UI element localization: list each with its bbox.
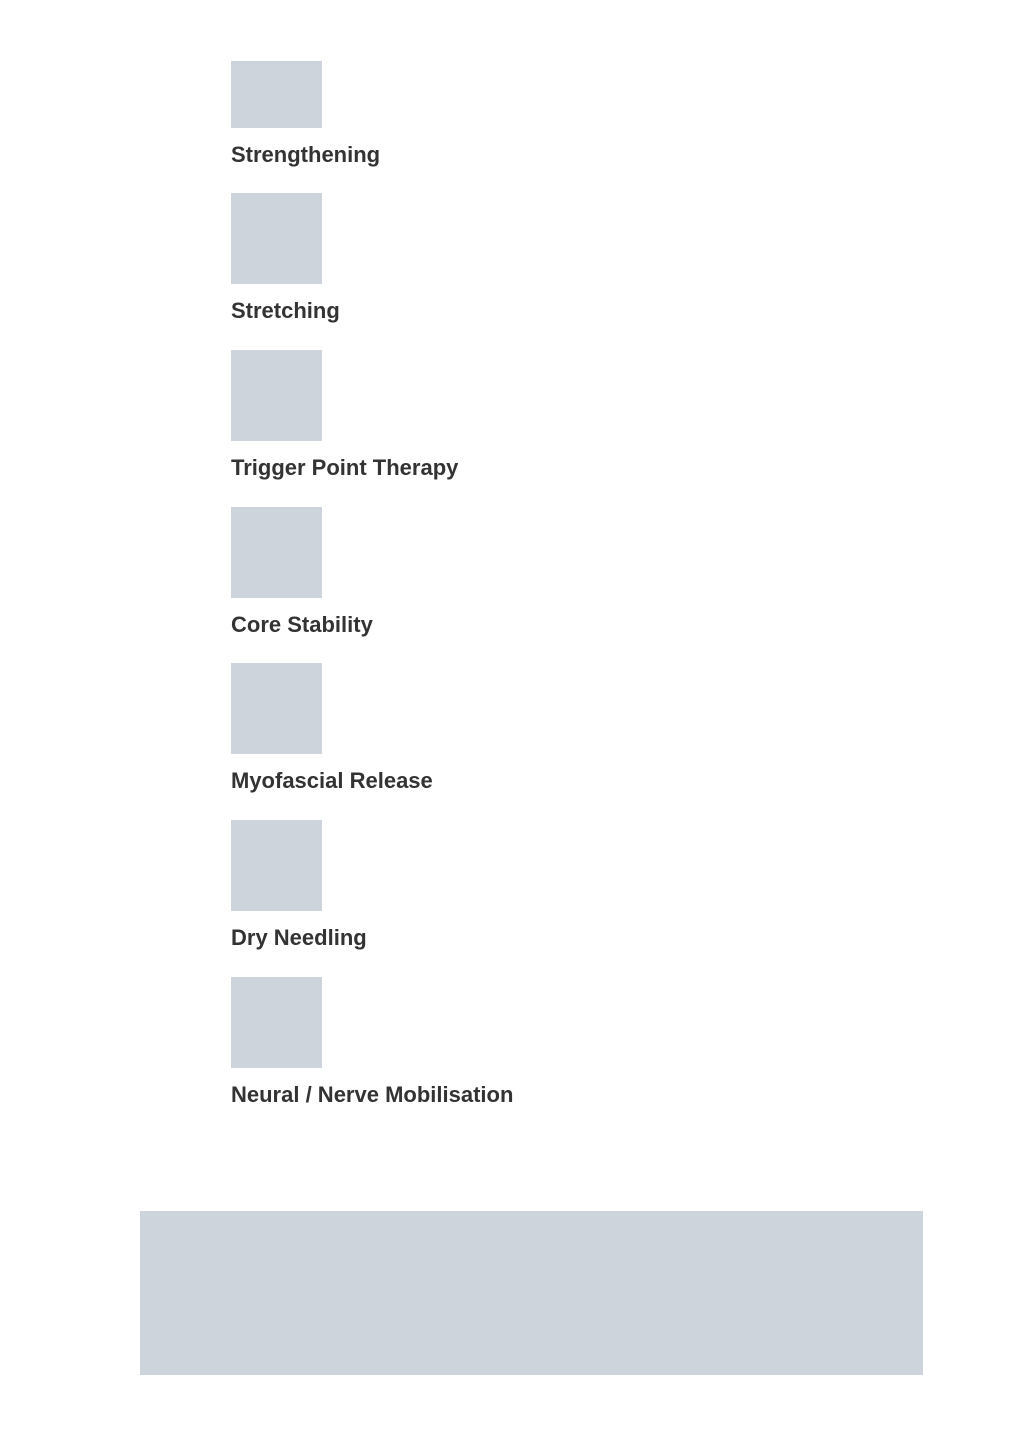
- service-item-dry-needling[interactable]: [231, 820, 931, 955]
- service-image-placeholder: [231, 663, 322, 754]
- service-item-stretching[interactable]: [231, 193, 931, 328]
- service-image-placeholder: [231, 977, 322, 1068]
- service-list: [231, 0, 931, 1120]
- service-item-neural-nerve-mobilisation[interactable]: [231, 977, 931, 1112]
- service-image-placeholder: [231, 507, 322, 598]
- service-item-strengthening[interactable]: [231, 61, 931, 171]
- service-label: Myofascial Release: [231, 768, 433, 793]
- service-image-placeholder: [231, 61, 322, 128]
- service-label: Stretching: [231, 298, 340, 323]
- service-item-myofascial-release[interactable]: [231, 663, 931, 798]
- service-label: Dry Needling: [231, 925, 367, 950]
- service-label: Neural / Nerve Mobilisation: [231, 1082, 514, 1107]
- service-label: Core Stability: [231, 612, 373, 637]
- service-image-placeholder: [231, 350, 322, 441]
- service-image-placeholder: [231, 193, 322, 284]
- service-image-placeholder: [231, 820, 322, 911]
- service-label: Strengthening: [231, 142, 381, 167]
- service-item-trigger-point-therapy[interactable]: [231, 350, 931, 485]
- banner-image-placeholder: [140, 1211, 923, 1375]
- service-item-core-stability[interactable]: [231, 507, 931, 642]
- service-label: Trigger Point Therapy: [231, 455, 459, 480]
